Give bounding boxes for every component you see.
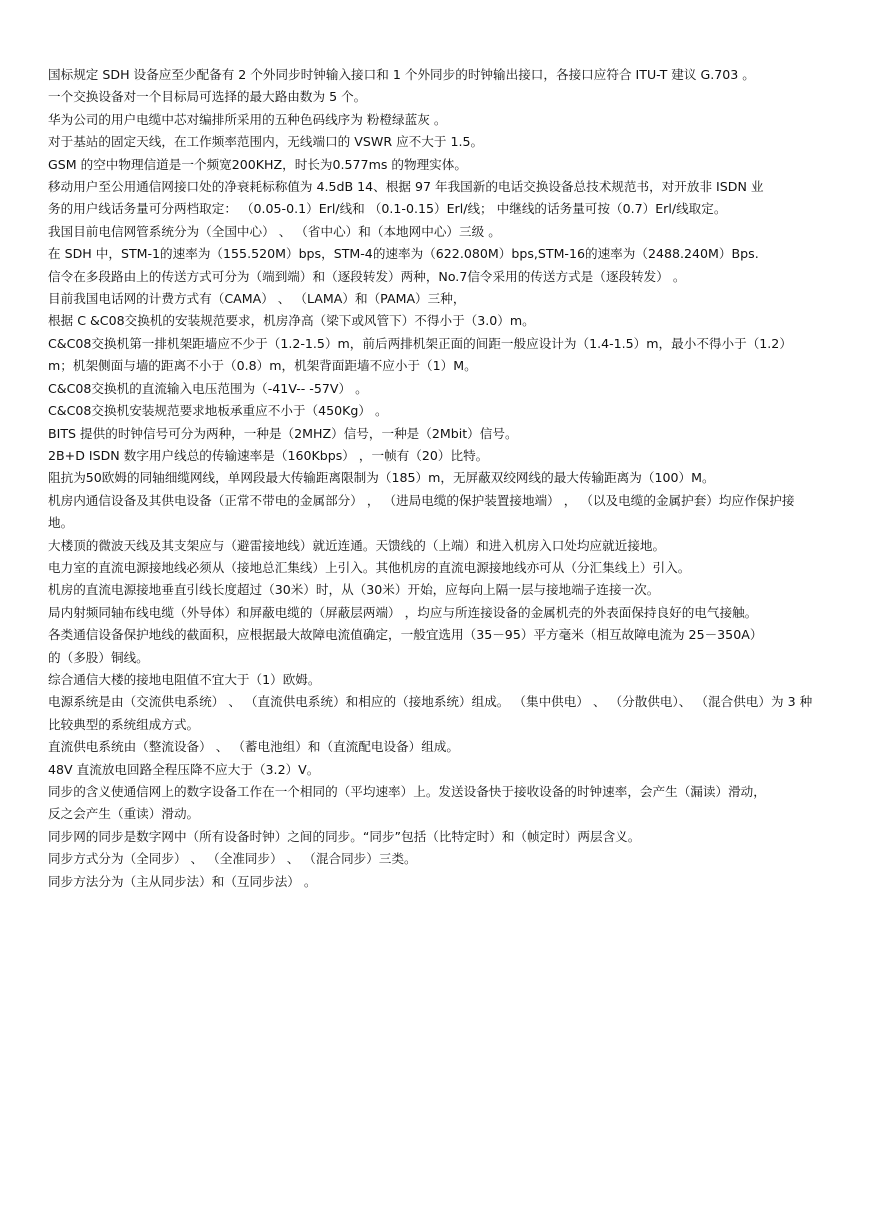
text-line: 大楼顶的微波天线及其支架应与（避雷接地线）就近连通。天馈线的（上端）和进入机房入口处均应就近接地。 <box>48 537 666 553</box>
text-line: C&C08交换机的直流输入电压范围为（-41V-- -57V） 。 <box>48 380 368 396</box>
text-line: 在 SDH 中，STM-1的速率为（155.520M）bps，STM-4的速率为（622.080M）bps,STM-16的速率为（2488.240M）Bps. <box>48 246 759 262</box>
text-line: 综合通信大楼的接地电阻值不宜大于（1）欧姆。 <box>48 671 321 687</box>
text-line: 我国目前电信网管系统分为（全国中心） 、 （省中心）和（本地网中心）三级 。 <box>48 223 501 239</box>
text-line: 信令在多段路由上的传送方式可分为（端到端）和（逐段转发）两种，No.7信令采用的传送方式是（逐段转发） 。 <box>48 268 686 284</box>
text-line: 一个交换设备对一个目标局可选择的最大路由数为 5 个。 <box>48 89 367 105</box>
text-line: 华为公司的用户电缆中芯对编排所采用的五种色码线序为 粉橙绿蓝灰 。 <box>48 111 447 127</box>
text-line: 国标规定 SDH 设备应至少配备有 2 个外同步时钟输入接口和 1 个外同步的时钟输出接口，各接口应符合 ITU-T 建议 G.703 。 <box>48 67 755 82</box>
text-line: 对于基站的固定天线，在工作频率范围内，无线端口的 VSWR 应不大于 1.5。 <box>48 134 484 150</box>
text-line: 比较典型的系统组成方式。 <box>48 716 200 732</box>
text-line: GSM 的空中物理信道是一个频宽200KHZ，时长为0.577ms 的物理实体。 <box>48 156 467 172</box>
text-line: 的（多股）铜线。 <box>48 649 149 665</box>
text-line: 阻抗为50欧姆的同轴细缆网线，单网段最大传输距离限制为（185）m，无屏蔽双绞网线的最大传输距离为（100）M。 <box>48 470 715 486</box>
text-line: 根据 C &C08交换机的安装规范要求，机房净高（梁下或风管下）不得小于（3.0）m。 <box>48 313 535 329</box>
text-line: 同步方式分为（全同步） 、 （全准同步） 、 （混合同步）三类。 <box>48 851 417 867</box>
text-line: 移动用户至公用通信网接口处的净衰耗标称值为 4.5dB 14、根据 97 年我国新的电话交换设备总技术规范书，对开放非 ISDN 业 <box>48 179 764 195</box>
text-line: 同步方法分为（主从同步法）和（互同步法） 。 <box>48 873 317 889</box>
text-line: C&C08交换机安装规范要求地板承重应不小于（450Kg） 。 <box>48 403 388 419</box>
text-line: 局内射频同轴布线电缆（外导体）和屏蔽电缆的（屏蔽层两端） ，均应与所连接设备的金属机壳的外表面保持良好的电气接触。 <box>48 604 758 620</box>
text-line: 各类通信设备保护地线的截面积，应根据最大故障电流值确定，一般宜选用（35－95）平方毫米（相互故障电流为 25－350A） <box>48 627 763 643</box>
text-line: 务的用户线话务量可分两档取定： （0.05-0.1）Erl/线和 （0.1-0.15）Erl/线； 中继线的话务量可按（0.7）Erl/线取定。 <box>48 201 727 217</box>
text-line: 电力室的直流电源接地线必须从（接地总汇集线）上引入。其他机房的直流电源接地线亦可从（分汇集线上）引入。 <box>48 559 691 575</box>
text-line: 直流供电系统由（整流设备） 、 （蓄电池组）和（直流配电设备）组成。 <box>48 739 460 755</box>
text-line: 同步的含义使通信网上的数字设备工作在一个相同的（平均速率）上。发送设备快于接收设备的时钟速率，会产生（漏读）滑动， <box>48 784 766 799</box>
text-line: 地。 <box>48 515 74 531</box>
text-line: 反之会产生（重读）滑动。 <box>48 806 200 822</box>
text-line: 同步网的同步是数字网中（所有设备时钟）之间的同步。“同步”包括（比特定时）和（帧定时）两层含义。 <box>48 828 641 844</box>
text-line: 机房的直流电源接地垂直引线长度超过（30米）时，从（30米）开始，应每向上隔一层与接地端子连接一次。 <box>48 582 660 598</box>
text-line: 2B+D ISDN 数字用户线总的传输速率是（160Kbps） ，一帧有（20）比特。 <box>48 447 489 463</box>
text-line: m；机架侧面与墙的距离不小于（0.8）m，机架背面距墙不应小于（1）M。 <box>48 358 477 374</box>
text-line: C&C08交换机第一排机架距墙应不少于（1.2-1.5）m，前后两排机架正面的间距一般应设计为（1.4-1.5）m，最小不得小于（1.2） <box>48 335 792 351</box>
text-line: BITS 提供的时钟信号可分为两种，一种是（2MHZ）信号，一种是（2Mbit）信号。 <box>48 425 518 441</box>
text-line: 48V 直流放电回路全程压降不应大于（3.2）V。 <box>48 761 320 777</box>
text-line: 目前我国电话网的计费方式有（CAMA） 、 （LAMA）和（PAMA）三种， <box>48 291 466 307</box>
text-line: 机房内通信设备及其供电设备（正常不带电的金属部分） ， （进局电缆的保护装置接地端） ， （以及电缆的金属护套）均应作保护接 <box>48 492 795 508</box>
text-line: 电源系统是由（交流供电系统） 、 （直流供电系统）和相应的（接地系统）组成。 （集中供电） 、 （分散供电）、 （混合供电）为 3 种 <box>48 694 813 710</box>
